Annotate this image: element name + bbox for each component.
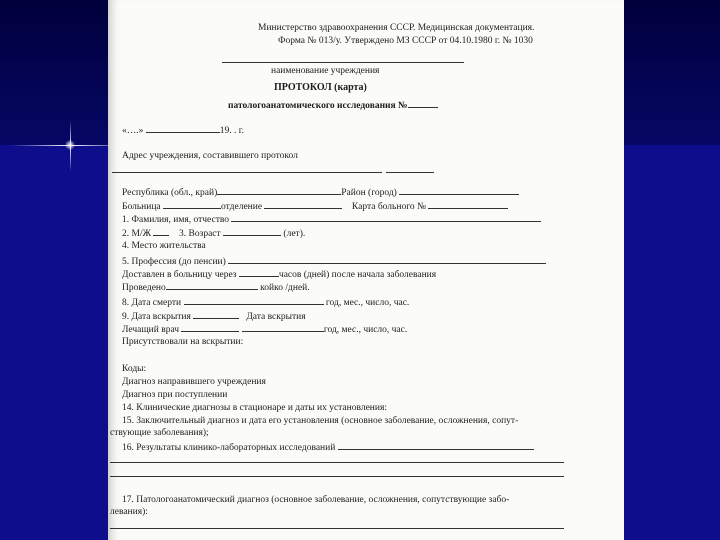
field-autopsy-date: 9. Дата вскрытия Дата вскрытия	[122, 309, 306, 323]
field-referral-diagnosis: Диагноз направившего учреждения	[122, 377, 266, 387]
ministry-header: Министерство здравоохранения СССР. Медицинская документация.	[258, 23, 535, 33]
blank-line-3	[110, 528, 564, 529]
field-clinical-diagnoses: 14. Клинические диагнозы в стационаре и даты их установления:	[122, 403, 387, 413]
institution-name-line	[222, 62, 464, 63]
field-pathology-diagnosis: 17. Патологоанатомический диагноз (основное заболевание, осложнения, сопутствующие забо-	[122, 495, 510, 505]
form-subtitle: патологоанатомического исследования №	[228, 98, 438, 112]
blank-line-2	[110, 476, 564, 477]
field-name: 1. Фамилия, имя, отчество	[122, 212, 541, 226]
field-sex-age: 2. М/Ж 3. Возраст (лет).	[122, 226, 305, 240]
field-address: Адрес учреждения, составившего протокол	[122, 151, 298, 161]
field-hospital: Больница отделение Карта больного №	[122, 199, 508, 213]
field-pathology-diagnosis-cont: левания):	[110, 507, 148, 517]
field-residence: 4. Место жительства	[122, 241, 206, 251]
field-profession: 5. Профессия (до пенсии)	[122, 254, 546, 268]
form-title: ПРОТОКОЛ (карта)	[274, 82, 367, 93]
field-final-diagnosis: 15. Заключительный диагноз и дата его установления (основное заболевание, осложнения, сопут-	[122, 416, 519, 426]
field-bed-days: Проведено койко /дней.	[122, 280, 310, 294]
field-final-diagnosis-cont: ствующие заболевания);	[110, 428, 209, 438]
field-doctor: Лечащий врач год, мес., число, час.	[122, 322, 407, 336]
scanned-form-page	[108, 0, 624, 540]
blank-line-1	[110, 462, 564, 463]
field-codes: Коды:	[122, 364, 147, 374]
field-republic: Республика (обл., край) Район (город)	[122, 185, 519, 199]
field-admission-diagnosis: Диагноз при поступлении	[122, 390, 228, 400]
address-line	[112, 172, 382, 173]
institution-caption: наименование учреждения	[271, 66, 380, 76]
field-death-date: 8. Дата смерти год, мес., число, час.	[122, 295, 409, 309]
protocol-date: «….» 19. . г.	[122, 123, 244, 137]
sparkle-icon	[65, 140, 75, 150]
field-present: Присутствовали на вскрытии:	[122, 337, 244, 347]
field-delivered: Доставлен в больницу через часов (дней) после начала заболевания	[122, 267, 436, 281]
field-lab-results: 16. Результаты клинико-лабораторных исследований	[122, 440, 534, 454]
address-line-2	[386, 172, 434, 173]
form-number-header: Форма № 013/у. Утверждено МЗ СССР от 04.10.1980 г. № 1030	[278, 36, 533, 46]
